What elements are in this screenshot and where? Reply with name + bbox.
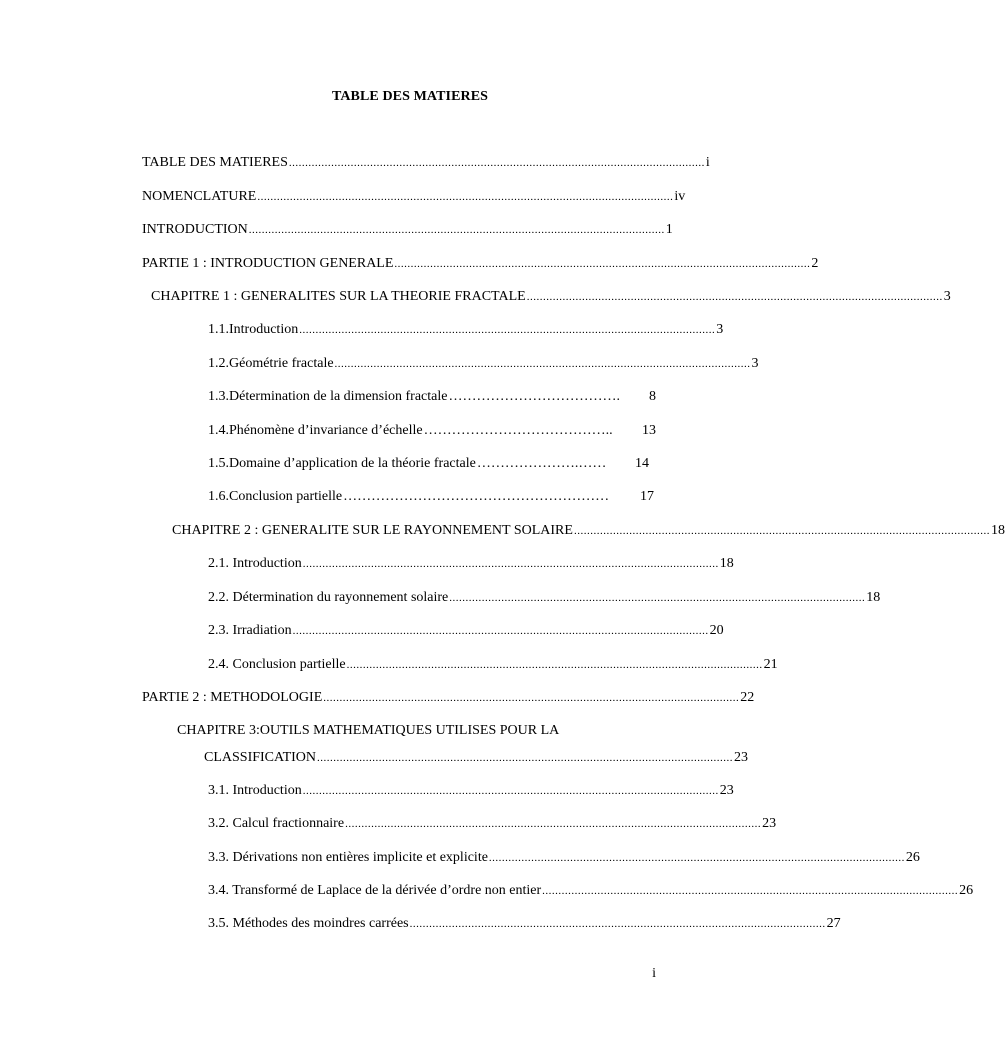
toc-dot-leader: ................................................................................................................................	[317, 752, 734, 764]
toc-entry-label: 1.3.Détermination de la dimension fractale	[208, 389, 448, 404]
toc-dot-leader: ................................................................................................................................	[394, 258, 811, 270]
toc-page-number: 8	[649, 389, 656, 404]
toc-entry-2-3[interactable]	[208, 622, 724, 640]
toc-entry-partie-1[interactable]	[142, 255, 819, 273]
toc-page-number: 3	[751, 356, 759, 371]
toc-dot-leader: ................................................................................................................................	[248, 224, 665, 236]
toc-entry-label: 1.4.Phénomène d’invariance d’échelle	[208, 423, 423, 438]
toc-dot-leader: ................................................................................................................................	[488, 852, 905, 864]
toc-entry-2-1[interactable]	[208, 555, 734, 573]
toc-page-number: 13	[642, 423, 656, 438]
toc-page-number: 26	[905, 850, 920, 865]
toc-entry-label: CHAPITRE 1 : GENERALITES SUR LA THEORIE FRACTALE	[151, 289, 526, 304]
toc-page-number: 17	[640, 489, 654, 504]
toc-entry-1-6[interactable]	[208, 488, 654, 506]
toc-page-number: 3	[716, 322, 724, 337]
toc-dot-leader: ................................................................................................................................	[292, 625, 709, 637]
toc-page-number: 20	[709, 623, 724, 638]
toc-entry-3-3[interactable]	[208, 849, 920, 867]
toc-entry-label: PARTIE 1 : INTRODUCTION GENERALE	[142, 256, 394, 271]
toc-dot-leader: ................................................................................................................................	[288, 157, 705, 169]
toc-entry-label: INTRODUCTION	[142, 222, 248, 237]
toc-entry-label: NOMENCLATURE	[142, 189, 257, 204]
toc-entry-chapitre-2[interactable]	[172, 522, 1005, 540]
toc-entry-label: 3.1. Introduction	[208, 783, 302, 798]
toc-entry-label: 2.4. Conclusion partielle	[208, 657, 346, 672]
toc-page-number: 21	[763, 657, 778, 672]
toc-entry-label: 3.4. Transformé de Laplace de la dérivée d’ordre non entier	[208, 883, 542, 898]
toc-entry-label: CHAPITRE 2 : GENERALITE SUR LE RAYONNEMENT SOLAIRE	[172, 523, 573, 538]
toc-page-number: 14	[635, 456, 649, 471]
toc-entry-label: 1.2.Géométrie fractale	[208, 356, 334, 371]
toc-page-number: i	[705, 155, 710, 170]
toc-page-number: iv	[674, 189, 686, 204]
toc-dot-leader: …………………………………..	[423, 423, 613, 438]
toc-page-number: 18	[990, 523, 1005, 538]
toc-entry-chapitre-3-continued[interactable]	[204, 749, 749, 767]
toc-entry-chapitre-1[interactable]	[151, 288, 951, 306]
toc-entry-partie-2[interactable]	[142, 689, 755, 707]
toc-page-number: 23	[719, 783, 734, 798]
toc-dot-leader: ................................................................................................................................	[302, 785, 719, 797]
toc-entry-label: 2.2. Détermination du rayonnement solaire	[208, 590, 449, 605]
toc-dot-leader: ................................................................................................................................	[299, 324, 716, 336]
toc-entry-3-1[interactable]	[208, 782, 734, 800]
toc-entry-3-4[interactable]	[208, 882, 974, 900]
toc-entry-label: 3.2. Calcul fractionnaire	[208, 816, 345, 831]
toc-entry-label: 2.1. Introduction	[208, 556, 302, 571]
toc-dot-leader: ................................................................................................................................	[542, 885, 959, 897]
toc-dot-leader: ................................................................................................................................	[346, 659, 763, 671]
toc-page-number: 1	[665, 222, 673, 237]
toc-dot-leader: ………………….……	[476, 456, 607, 471]
toc-page-number: 23	[762, 816, 777, 831]
toc-entry-1-4[interactable]	[208, 422, 656, 440]
toc-dot-leader: ................................................................................................................................	[302, 558, 719, 570]
toc-page-number: 2	[811, 256, 819, 271]
toc-entry-label: 1.5.Domaine d’application de la théorie fractale	[208, 456, 476, 471]
toc-page-number: 26	[959, 883, 974, 898]
toc-entry-label: 1.1.Introduction	[208, 322, 299, 337]
toc-entry-nomenclature[interactable]	[142, 188, 686, 206]
toc-dot-leader: ................................................................................................................................	[323, 692, 740, 704]
toc-entry-label: 3.3. Dérivations non entières implicite et explicite	[208, 850, 488, 865]
toc-dot-leader: ................................................................................................................................	[334, 358, 751, 370]
toc-entry-label: 1.6.Conclusion partielle	[208, 489, 343, 504]
toc-entry-2-2[interactable]	[208, 589, 881, 607]
toc-dot-leader: ……………………………….	[448, 389, 620, 404]
toc-dot-leader: ................................................................................................................................	[257, 191, 674, 203]
toc-dot-leader: ................................................................................................................................	[409, 918, 826, 930]
toc-entry-label: 2.3. Irradiation	[208, 623, 292, 638]
toc-entry-label: TABLE DES MATIERES	[142, 155, 288, 170]
toc-dot-leader: ................................................................................................................................	[573, 525, 990, 537]
toc-dot-leader: ................................................................................................................................	[449, 592, 866, 604]
toc-entry-introduction[interactable]	[142, 221, 673, 239]
toc-entry-3-5[interactable]	[208, 915, 841, 933]
toc-entry-2-4[interactable]	[208, 656, 778, 674]
toc-page-number: 27	[826, 916, 841, 931]
toc-dot-leader: ................................................................................................................................	[526, 291, 943, 303]
page-footer-number: i	[652, 966, 656, 981]
toc-page-number: 22	[740, 690, 755, 705]
toc-entry-label: CLASSIFICATION	[204, 750, 317, 765]
toc-entry-1-5[interactable]	[208, 455, 649, 473]
toc-entry-1-2[interactable]	[208, 355, 759, 373]
toc-page-number: 18	[866, 590, 881, 605]
toc-entry-3-2[interactable]	[208, 815, 777, 833]
toc-entry-label: PARTIE 2 : METHODOLOGIE	[142, 690, 323, 705]
toc-entry-table-des-matieres[interactable]	[142, 154, 710, 172]
toc-page-number: 18	[719, 556, 734, 571]
toc-dot-leader: ................................................................................................................................	[345, 818, 762, 830]
toc-entry-chapitre-3[interactable]	[177, 722, 559, 740]
toc-entry-label: 3.5. Méthodes des moindres carrées	[208, 916, 409, 931]
page-title: TABLE DES MATIERES	[331, 89, 489, 104]
toc-page-number: 3	[943, 289, 951, 304]
toc-dot-leader: …………………………………………………	[343, 489, 610, 504]
toc-entry-1-3[interactable]	[208, 388, 656, 406]
toc-entry-label: CHAPITRE 3:OUTILS MATHEMATIQUES UTILISES POUR LA	[177, 723, 560, 738]
toc-entry-1-1[interactable]	[208, 321, 724, 339]
toc-page-number: 23	[734, 750, 749, 765]
